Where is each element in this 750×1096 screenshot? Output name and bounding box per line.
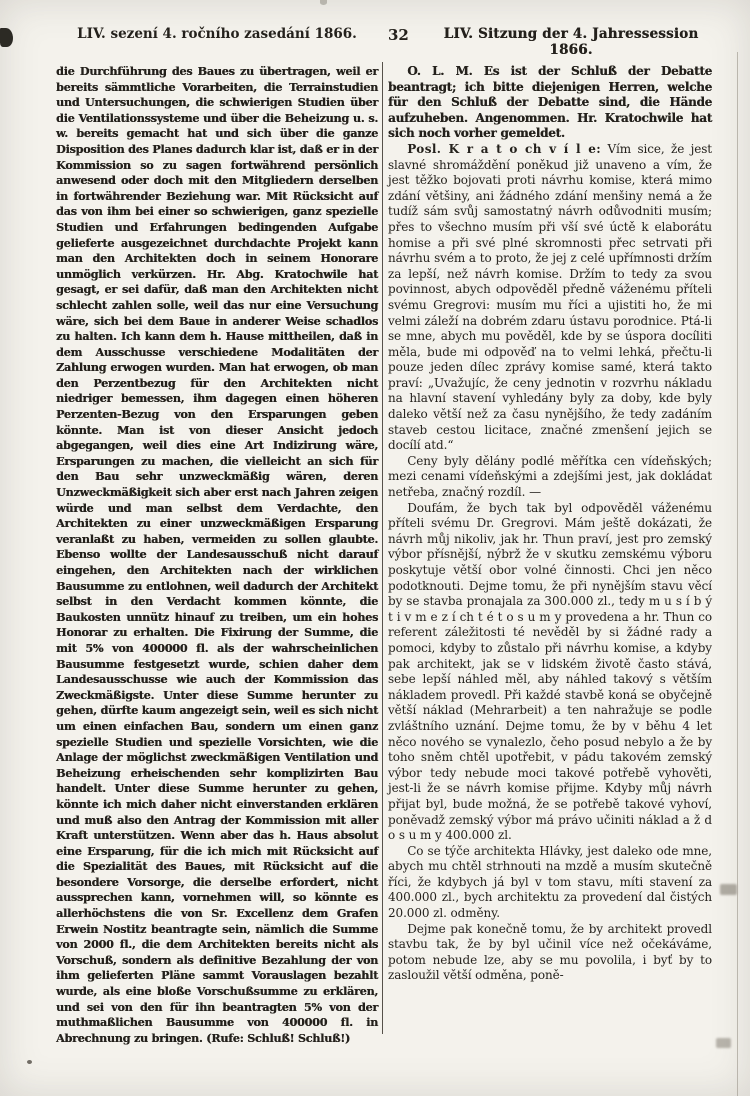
right-column-czech-text	[388, 64, 712, 1090]
page-header	[0, 26, 750, 58]
scan-edge-line	[737, 52, 738, 1096]
running-title-czech: LIV. sezení 4. ročního zasedání 1866.	[77, 26, 357, 42]
speech-text: Vím sice, že jest slavné shromáždění poněkud již unaveno a vím, že jest těžko bojovati proti návrhu komise, která mimo zdání většiny, ani žádného zdání menšiny nemá a že tudíž sám svůj samostatný návrh odůvodniti musím; přes to všechno musím při vší své úctě k elaborátu homise a při své plné skromnosti přec setrvati při návrhu svém a to proto, že jej z celé upřímnosti držím za lepší, než návrh komise. Držím to tedy za svou povinnost, abych odpověděl předně váženému příteli svému Gregrovi: musím mu říci a ujistiti ho, že mi velmi záleží na dobrém zdaru ústavu porodnice. Ptá-li se mne, abych mu pověděl, kde by se úspora docíliti měla, bude mi odpověď na to velmi lehká, přečtu-li pouze jeden dílec zprávy komise samé, která takto praví: „Uvažujíc, že ceny jednotin v rozvrhu nákladu na hlavní stavení vyhledány byly za doby, kde byly daleko větší než za času nynějšího, že tedy zadáním staveb cestou licitace, značné zmenšení jejich se docílí atd.“	[388, 141, 712, 453]
speech-paragraph: Doufám, že bych tak byl odpověděl váženému příteli svému Dr. Gregrovi. Mám ještě dokázati, že návrh můj nikoliv, jak hr. Thun praví, jest pro zemský výbor přísnější, nýbrž že v skutku zemskému výboru poskytuje větší obor volné činnosti. Chci jen něco podotknouti. Dejme tomu, že při nynějším stavu věcí by se stavba pronajala za 300.000 zl., tedy m u s í b ý t i v m e z í ch t é t o s u m y provedena a hr. Thun co referent záležitosti té nevěděl by si žádné rady a pomoci, kdyby to zůstalo při návrhu komise, a kdyby pak architekt, jak se v lidském životě často stává, sebe lepší náhled měl, aby náhled takový s větším nákladem provedl. Při každé stavbě koná se obyčejně větší náklad (Mehrarbeit) a ten nahražuje se podle zvláštního uznání. Dejme tomu, že by v běhu 4 let něco nového se vynalezlo, čeho posud nebylo a že by toho sněm chtěl upotřebit, v pádu takovém zemský výbor tedy nebude moci takové potřebě vyhověti, jest-li že se návrh komise přijme. Kdyby můj návrh přijat byl, bude možná, že se potřebě takové vyhoví, poněvadž zemský výbor má právo učiniti náklad a ž d o s u m y 400.000 zl.	[388, 500, 712, 843]
scan-noise	[720, 884, 737, 895]
speech-continuation-paragraph: die Durchführung des Baues zu übertragen, weil er bereits sämmtliche Vorarbeiten, die Terrainstudien und Untersuchungen, die schwierigen Studien über die Ventilationssysteme und über die Beheizung u. s. w. bereits gemacht hat und sich über die ganze Disposition des Planes dadurch klar ist, daß er in der Kommission so zu sagen fortwährend persönlich anwesend oder doch mit den Mitgliedern derselben in fortwährender Beziehung war. Mit Rücksicht auf das von ihm bei einer so schwierigen, ganz spezielle Studien und Erfahrungen bedingenden Aufgabe gelieferte ausgezeichnet durchdachte Projekt kann man den Architekten doch in seinem Honorare unmöglich verkürzen. Hr. Abg. Kratochwile hat gesagt, er sei dafür, daß man den Architekten nicht schlecht zahlen solle, weil das nur eine Versuchung wäre, sich bei dem Baue in anderer Weise schadlos zu halten. Ich kann dem h. Hause mittheilen, daß in dem Ausschusse verschiedene Modalitäten der Zahlung erwogen wurden. Man hat erwogen, ob man den Perzentbezug für den Architekten nicht niedriger bemessen, ihm dagegen einen höheren Perzenten-Bezug von den Ersparungen geben könnte. Man ist von dieser Ansicht jedoch abgegangen, weil dies eine Art Indizirung wäre, Ersparungen zu machen, die vielleicht an sich für den Bau sehr unzweckmäßig wären, deren Unzweckmäßigkeit sich aber erst nach Jahren zeigen würde und man selbst dem Verdachte, den Architekten zu einer unzweckmäßigen Ersparung veranlaßt zu haben, vermeiden zu sollen glaubte. Ebenso wollte der Landesausschuß nicht darauf eingehen, den Architekten nach der wirklichen Bausumme zu entlohnen, weil dadurch der Architekt selbst in den Verdacht kommen könnte, die Baukosten unnütz hinauf zu treiben, um ein hohes Honorar zu erhalten. Die Fixirung der Summe, die mit 5% von 400000 fl. als der wahrscheinlichen Bausumme festgesetzt wurde, schien daher dem Landesausschusse wie auch der Kommission das Zweckmäßigste. Unter diese Summe herunter zu gehen, dürfte kaum angezeigt sein, weil es sich nicht um einen einfachen Bau, sondern um einen ganz spezielle Studien und spezielle Vorsichten, wie die Anlage der möglichst zweckmäßigen Ventilation und Beheizung erheischenden sehr komplizirten Bau handelt. Unter diese Summe herunter zu gehen, könnte ich mich daher nicht einverstanden erklären und muß also den Antrag der Kommission mit aller Kraft unterstützen. Wenn aber das h. Haus absolut eine Ersparung, für die ich mich mit Rücksicht auf die Spezialität des Baues, mit Rücksicht auf die besondere Vorsorge, die derselbe erfordert, nicht aussprechen kann, vornehmen will, so könnte es allerhöchstens die von Sr. Excellenz dem Grafen Erwein Nostitz beantragte sein, nämlich die Summe von 2000 fl., die dem Architekten bereits nicht als Vorschuß, sondern als definitive Bezahlung der von ihm gelieferten Pläne sammt Vorauslagen bezahlt wurde, als eine bloße Vorschußsumme zu erklären, und sei von den für ihn beantragten 5% von der muthmaßlichen Bausumme von 400000 fl. in Abrechnung zu bringen. (Rufe: Schluß! Schluß!)	[56, 64, 378, 1045]
speech-paragraph: Dejme pak konečně tomu, že by architekt provedl stavbu tak, že by byl učinil více než očekáváme, potom nebude lze, aby se mu povolila, i byť by to zasloužil větší odměna, poně-	[388, 921, 712, 983]
column-divider-rule	[382, 62, 383, 1034]
scan-noise	[27, 1060, 32, 1064]
speech-paragraph: Co se týče architekta Hlávky, jest daleko ode mne, abych mu chtěl strhnouti na mzdě a musím skutečně říci, že kdybych já byl v tom stavu, míti stavení za 400.000 zl., bych architektu za provedení dal čistých 20.000 zl. odměny.	[388, 843, 712, 921]
scan-noise	[0, 28, 13, 47]
running-title-german: LIV. Sitzung der 4. Jahressession 1866.	[443, 26, 699, 58]
speech-paragraph: Ceny byly dělány podlé měřítka cen vídeňských; mezi cenami vídeňskými a zdejšími jest, jak dokládat netřeba, značný rozdíl. —	[388, 453, 712, 500]
left-column-german-text	[56, 64, 378, 1090]
page-number: 32	[388, 26, 409, 44]
speaker-name: Posl. K r a t o ch v í l e:	[407, 141, 602, 156]
marshal-announcement-paragraph: O. L. M. Es ist der Schluß der Debatte beantragt; ich bitte diejenigen Herren, welche für den Schluß der Debatte sind, die Hände aufzuheben. Angenommen. Hr. Kratochwile hat sich noch vorher gemeldet.	[388, 64, 712, 141]
scan-noise	[716, 1038, 731, 1048]
speech-paragraph	[388, 142, 712, 454]
scan-noise	[320, 0, 327, 5]
